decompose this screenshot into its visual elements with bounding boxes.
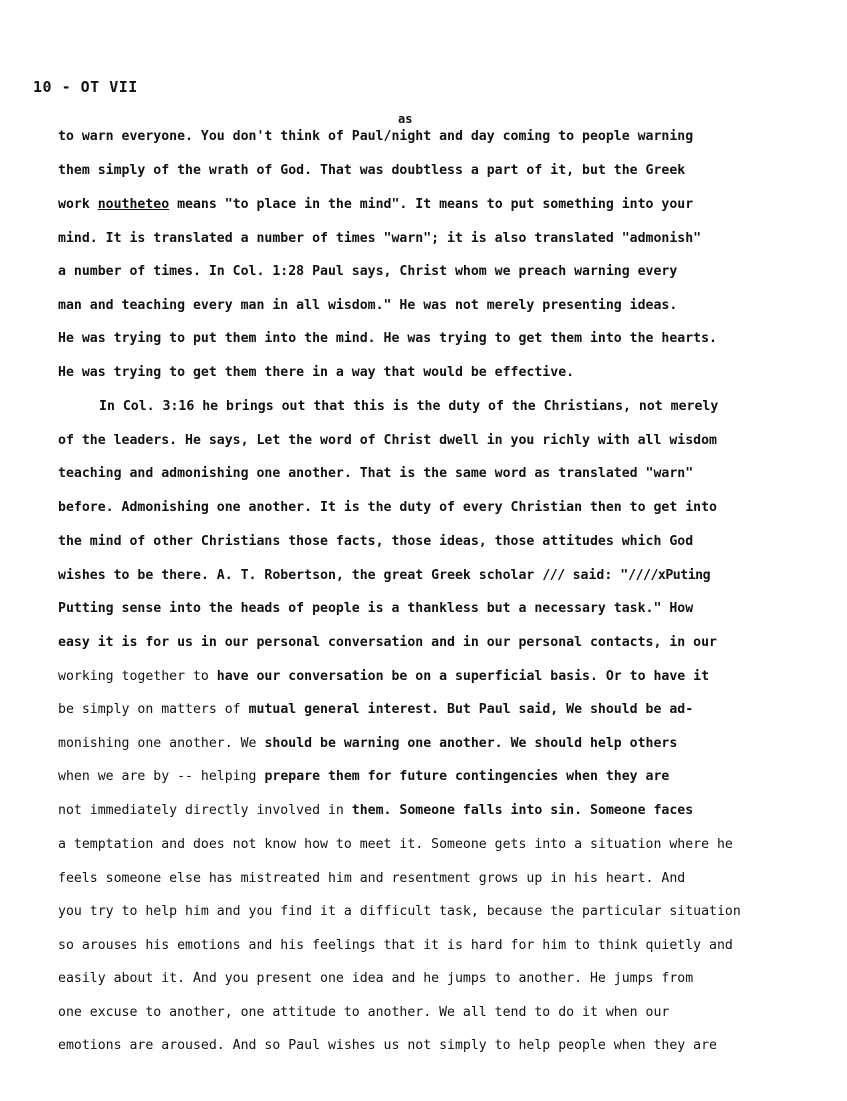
text-line bbox=[58, 736, 677, 752]
line-text: the mind of other Christians those facts, those ideas, those attitudes which God bbox=[58, 534, 694, 549]
line-text: to warn everyone. You don't think of Paul/night and day coming to people warning bbox=[58, 129, 694, 144]
text-line bbox=[58, 500, 717, 516]
line-text: Putting sense into the heads of people is a thankless but a necessary task." How bbox=[58, 601, 694, 616]
line-text: be simply on matters of bbox=[58, 702, 249, 717]
line-text: have our conversation be on a superficial basis. Or to have it bbox=[216, 669, 710, 684]
line-text: He was trying to get them there in a way that would be effective. bbox=[58, 365, 575, 380]
greek-term: noutheteo bbox=[97, 197, 170, 212]
text-line bbox=[58, 568, 710, 584]
text-line bbox=[58, 635, 717, 651]
text-line bbox=[58, 231, 701, 247]
handwritten-insert: as bbox=[398, 112, 413, 126]
line-text: a temptation and does not know how to meet it. Someone gets into a situation where he bbox=[58, 837, 733, 852]
text-line bbox=[58, 669, 709, 685]
text-line bbox=[58, 298, 677, 314]
line-text: them. Someone falls into sin. Someone faces bbox=[351, 803, 694, 818]
line-text: emotions are aroused. And so Paul wishes us not simply to help people when they are bbox=[58, 1038, 717, 1053]
text-line bbox=[58, 904, 741, 920]
text-line bbox=[58, 769, 669, 785]
text-line bbox=[99, 399, 718, 415]
line-text: work bbox=[58, 197, 98, 212]
line-text: so arouses his emotions and his feelings that it is hard for him to think quietly and bbox=[58, 938, 733, 953]
overstruck-text: ////xPuting bbox=[628, 568, 711, 583]
text-line bbox=[58, 938, 733, 954]
line-text: not immediately directly involved in bbox=[58, 803, 352, 818]
text-line bbox=[58, 871, 685, 887]
line-text: you try to help him and you find it a difficult task, because the particular situation bbox=[58, 904, 741, 919]
overstruck-text: /// bbox=[542, 568, 565, 583]
line-text: said: " bbox=[564, 568, 629, 583]
text-line bbox=[58, 331, 717, 347]
text-line bbox=[58, 264, 677, 280]
page-label: 10 - OT VII bbox=[33, 78, 138, 96]
line-text: of the leaders. He says, Let the word of Christ dwell in you richly with all wisdom bbox=[58, 433, 717, 448]
line-text: feels someone else has mistreated him and resentment grows up in his heart. And bbox=[58, 871, 686, 886]
line-text: He was trying to put them into the mind. He was trying to get them into the hearts. bbox=[58, 331, 717, 346]
text-line bbox=[58, 433, 717, 449]
line-text: teaching and admonishing one another. That is the same word as translated "warn" bbox=[58, 466, 694, 481]
line-text: working together to bbox=[58, 669, 217, 684]
text-line bbox=[58, 197, 693, 213]
text-line bbox=[58, 163, 685, 179]
text-line bbox=[58, 837, 733, 853]
line-text: easy it is for us in our personal conversation and in our personal contacts, in our bbox=[58, 635, 717, 650]
line-text: means "to place in the mind". It means to put something into your bbox=[169, 197, 694, 212]
line-text: mind. It is translated a number of times "warn"; it is also translated "admonish" bbox=[58, 231, 702, 246]
line-text: a number of times. In Col. 1:28 Paul says, Christ whom we preach warning every bbox=[58, 264, 678, 279]
line-text: man and teaching every man in all wisdom." He was not merely presenting ideas. bbox=[58, 298, 678, 313]
line-text: should be warning one another. We should help others bbox=[264, 736, 678, 751]
text-line bbox=[58, 365, 574, 381]
line-text: wishes to be there. A. T. Robertson, the great Greek scholar bbox=[58, 568, 543, 583]
text-line bbox=[58, 601, 693, 617]
text-line bbox=[58, 129, 693, 145]
text-line bbox=[58, 803, 693, 819]
line-text: before. Admonishing one another. It is the duty of every Christian then to get into bbox=[58, 500, 717, 515]
text-line bbox=[58, 1038, 717, 1054]
line-text: prepare them for future contingencies when they are bbox=[264, 769, 670, 784]
text-line bbox=[58, 971, 693, 987]
line-text: them simply of the wrath of God. That was doubtless a part of it, but the Greek bbox=[58, 163, 686, 178]
line-text: In Col. 3:16 he brings out that this is the duty of the Christians, not merely bbox=[99, 399, 719, 414]
line-text: easily about it. And you present one idea and he jumps to another. He jumps from bbox=[58, 971, 694, 986]
text-line bbox=[58, 702, 693, 718]
line-text: one excuse to another, one attitude to another. We all tend to do it when our bbox=[58, 1005, 670, 1020]
line-text: mutual general interest. But Paul said, We should be ad- bbox=[248, 702, 694, 717]
line-text: monishing one another. We bbox=[58, 736, 265, 751]
text-line bbox=[58, 466, 693, 482]
line-text: when we are by -- helping bbox=[58, 769, 265, 784]
text-line bbox=[58, 1005, 669, 1021]
text-line bbox=[58, 534, 693, 550]
